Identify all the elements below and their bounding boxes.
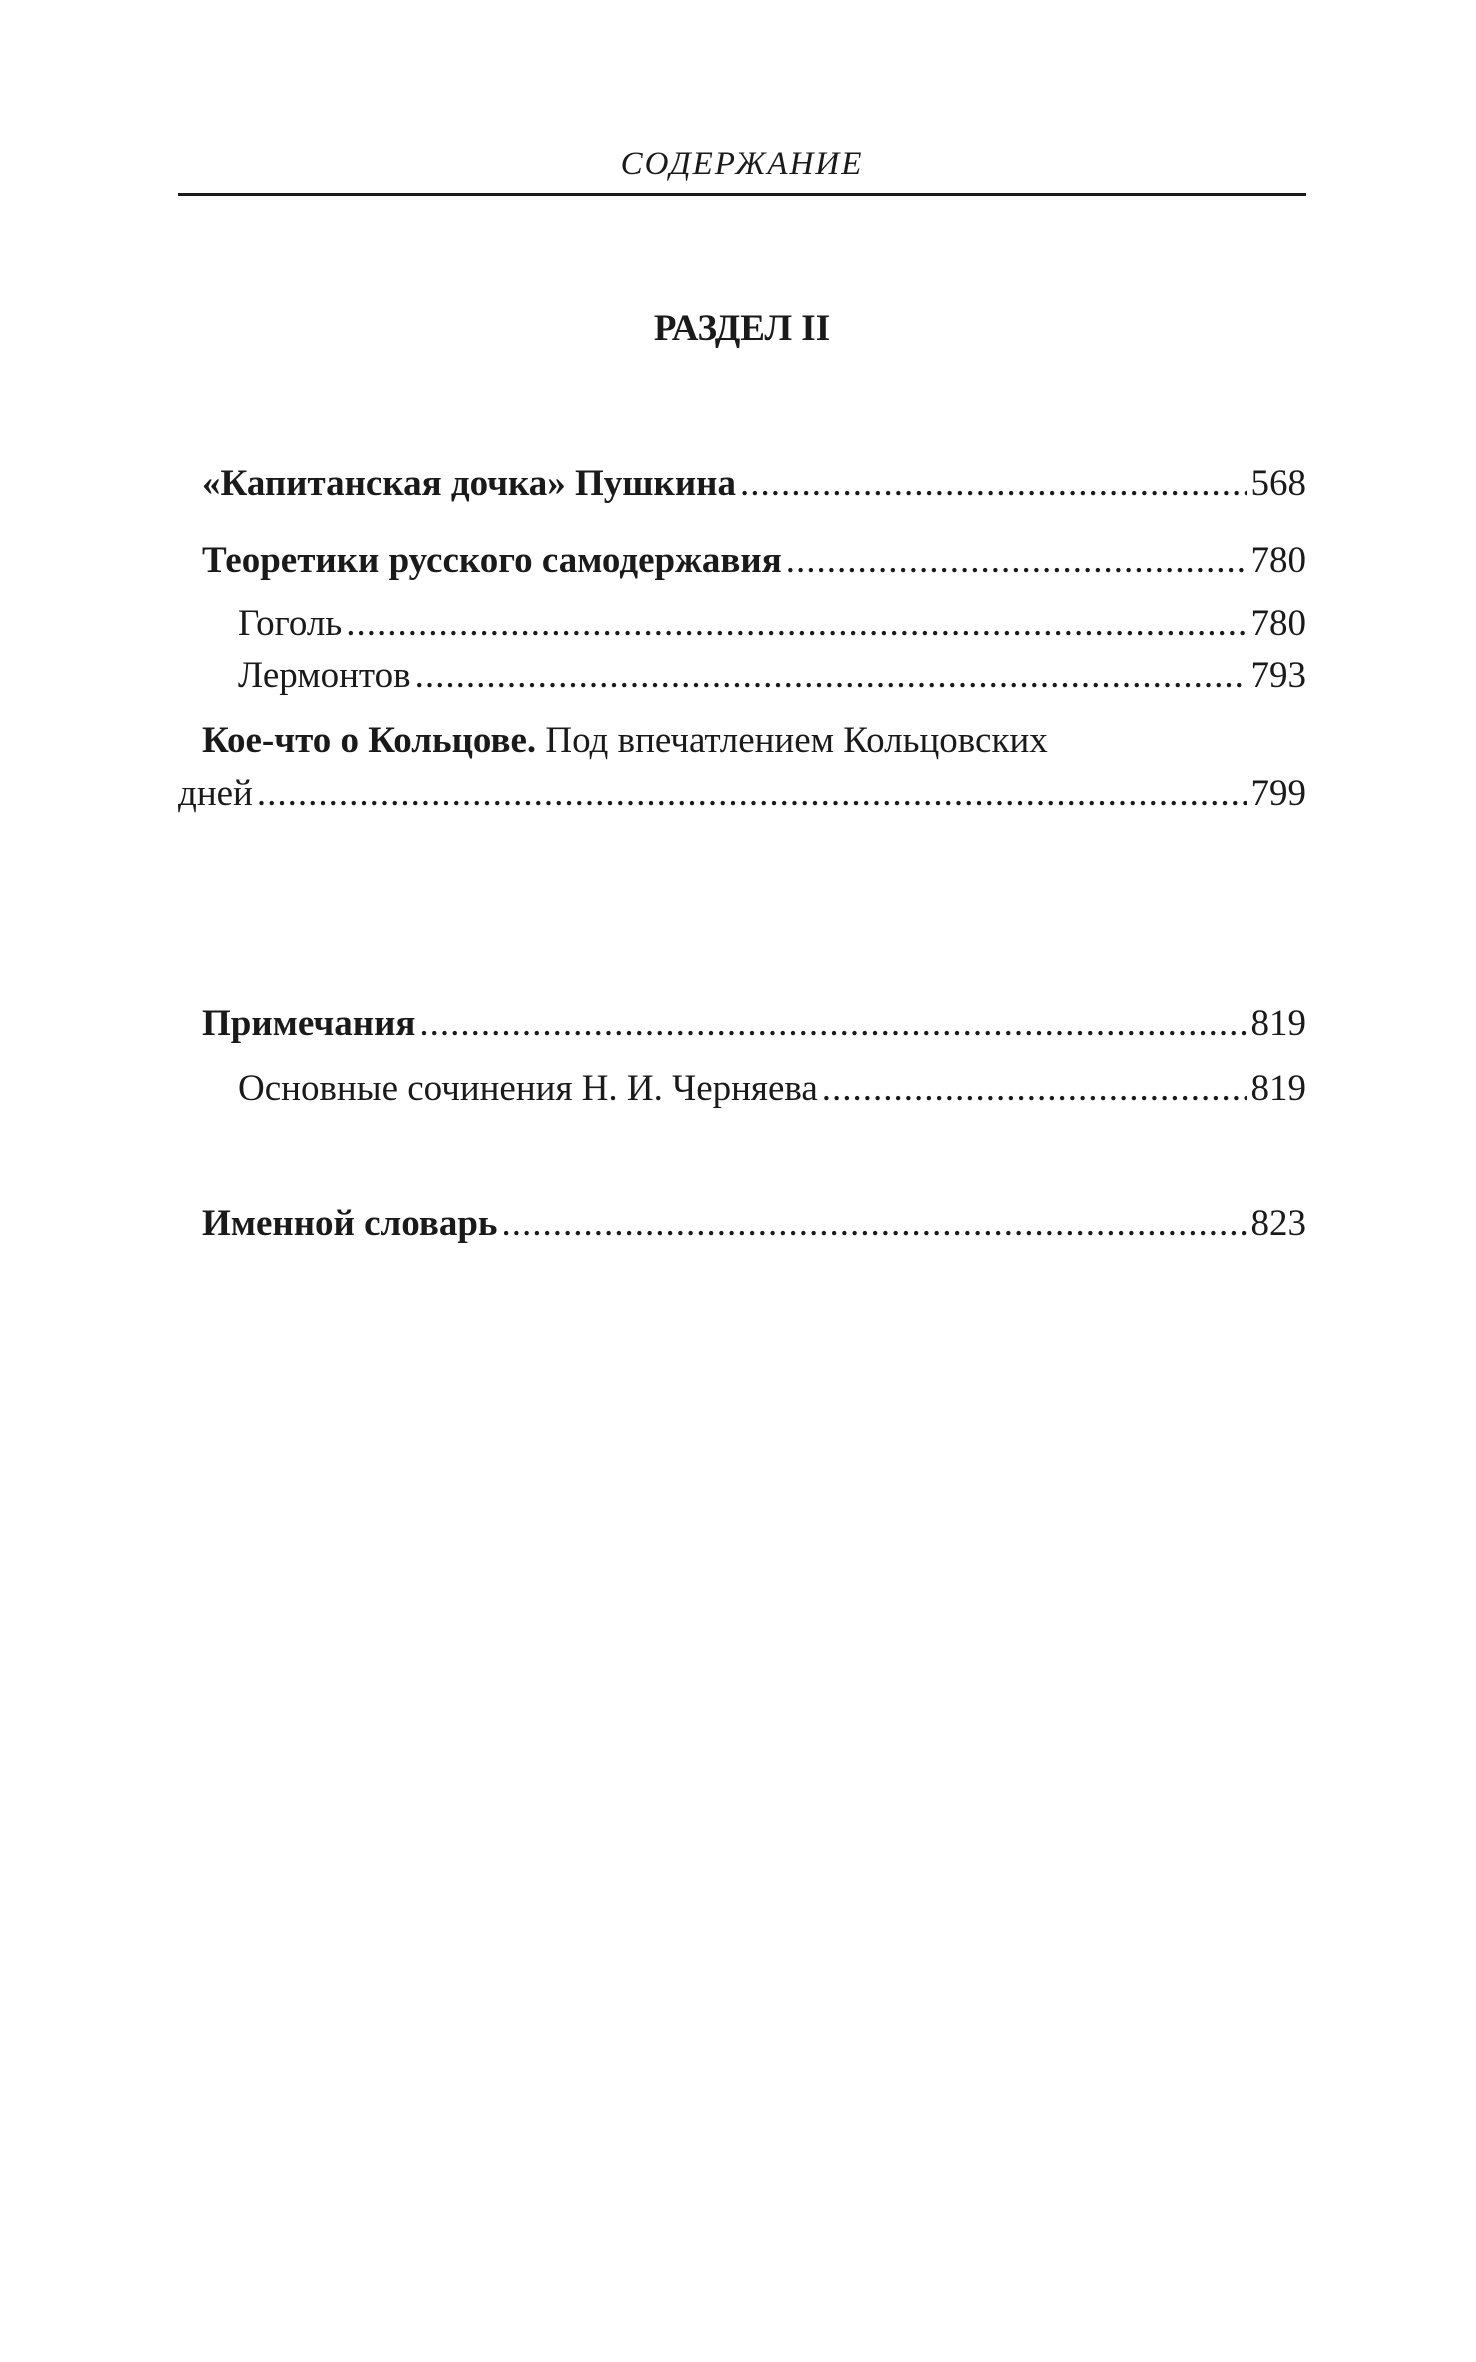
toc-entry-page: 568 xyxy=(1250,463,1306,504)
toc-entry-title-continuation: дней xyxy=(178,773,253,814)
toc-entry-gogol[interactable] xyxy=(178,605,1306,642)
toc-entry-osnovnye-sochineniya[interactable] xyxy=(178,1070,1306,1107)
toc-entry-title: Теоретики русского самодержавия xyxy=(202,540,782,581)
toc-entry-title-rest: Под впечатлением Кольцовских xyxy=(536,720,1048,761)
toc-entry-koltsov[interactable] xyxy=(178,775,1306,812)
toc-entry-page: 780 xyxy=(1250,603,1306,644)
toc-entry-koltsov-first-line[interactable] xyxy=(202,722,1306,759)
toc-entry-title: «Капитанская дочка» Пушкина xyxy=(202,463,736,504)
toc-entry-page: 793 xyxy=(1250,655,1306,696)
dot-leader xyxy=(415,657,1247,694)
toc-entry-page: 819 xyxy=(1250,1003,1306,1044)
section-title: РАЗДЕЛ II xyxy=(653,308,831,349)
toc-entry-title: Лермонтов xyxy=(238,655,411,696)
toc-entry-page: 819 xyxy=(1250,1068,1306,1109)
toc-entry-primechaniya[interactable] xyxy=(178,1005,1306,1042)
dot-leader xyxy=(419,1005,1246,1042)
toc-entry-title: Примечания xyxy=(202,1003,416,1044)
dot-leader xyxy=(502,1205,1247,1242)
toc-entry-page: 780 xyxy=(1250,540,1306,581)
dot-leader xyxy=(786,542,1247,579)
toc-entry-imennoy-slovar[interactable] xyxy=(178,1205,1306,1242)
toc-entry-title: Гоголь xyxy=(238,603,343,644)
toc-entry-kapitanskaya-dochka[interactable] xyxy=(178,465,1306,502)
toc-entry-title: Основные сочинения Н. И. Черняева xyxy=(238,1068,818,1109)
header-rule xyxy=(178,193,1306,196)
dot-leader xyxy=(740,465,1247,502)
toc-entry-title: Именной словарь xyxy=(202,1203,498,1244)
toc-entry-page: 799 xyxy=(1250,773,1306,814)
dot-leader xyxy=(257,775,1247,812)
toc-entry-teoretiki[interactable] xyxy=(178,542,1306,579)
dot-leader xyxy=(822,1070,1247,1107)
toc-entry-title-bold: Кое-что о Кольцове. xyxy=(202,720,537,761)
toc-entry-lermontov[interactable] xyxy=(178,657,1306,694)
running-head: СОДЕРЖАНИЕ xyxy=(620,146,864,182)
dot-leader xyxy=(346,605,1246,642)
toc-entry-page: 823 xyxy=(1250,1203,1306,1244)
